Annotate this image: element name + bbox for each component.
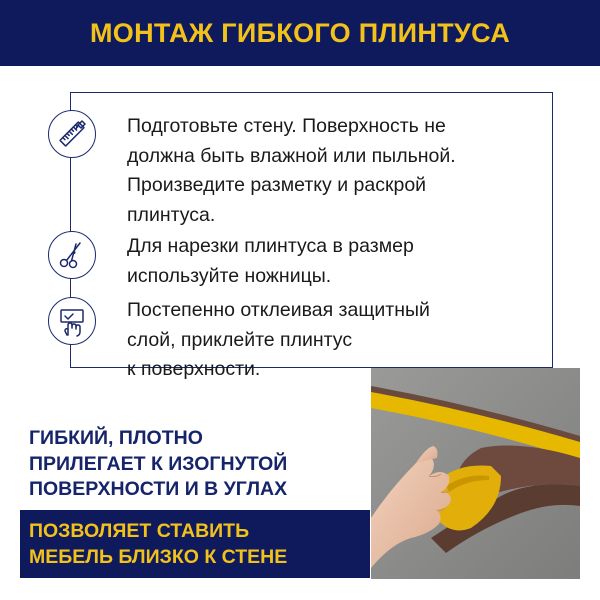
benefit-line: ПОВЕРХНОСТИ И В УГЛАХ bbox=[29, 478, 288, 500]
step-2-text bbox=[127, 232, 414, 291]
header-banner bbox=[0, 0, 600, 66]
step-2-line: Для нарезки плинтуса в размер bbox=[127, 235, 414, 257]
benefit-line: ПРИЛЕГАЕТ К ИЗОГНУТОЙ bbox=[29, 452, 288, 475]
banner-line: ПОЗВОЛЯЕТ СТАВИТЬ bbox=[29, 520, 250, 542]
page-title: МОНТАЖ ГИБКОГО ПЛИНТУСА bbox=[89, 17, 510, 48]
benefit-furniture-banner bbox=[20, 510, 370, 578]
benefit-line: ГИБКИЙ, ПЛОТНО bbox=[29, 427, 203, 449]
step-3-line: Постепенно отклеивая защитный bbox=[127, 299, 430, 321]
scissors-icon bbox=[48, 231, 96, 279]
step-1-line: должна быть влажной или пыльной. bbox=[127, 144, 456, 167]
benefit-flexible bbox=[29, 426, 287, 503]
step-3-line: слой, приклейте плинтус bbox=[127, 328, 353, 351]
step-3-line: к поверхности. bbox=[127, 358, 261, 380]
step-1-line: плинтуса. bbox=[127, 203, 216, 226]
step-2-line: используйте ножницы. bbox=[127, 264, 332, 287]
hand-apply-icon bbox=[48, 297, 96, 345]
application-photo bbox=[371, 368, 580, 579]
banner-line: МЕБЕЛЬ БЛИЗКО К СТЕНЕ bbox=[29, 546, 288, 568]
step-1-line: Подготовьте стену. Поверхность не bbox=[127, 115, 446, 137]
step-1-text bbox=[127, 112, 456, 230]
ruler-pencil-icon bbox=[48, 110, 96, 158]
step-1-line: Произведите разметку и раскрой bbox=[127, 174, 427, 196]
